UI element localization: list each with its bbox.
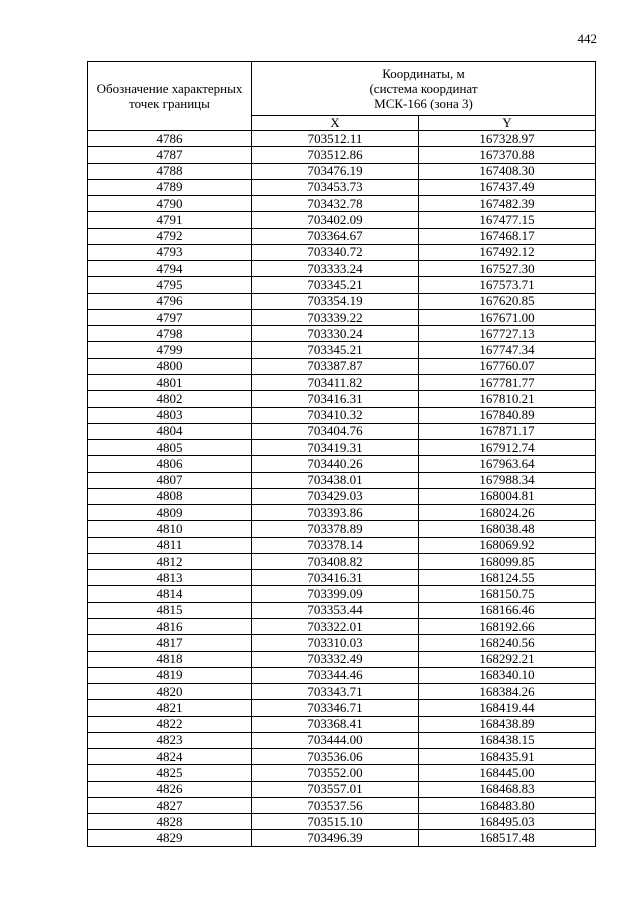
y-coordinate-cell: 167482.39 bbox=[419, 196, 596, 212]
x-coordinate-cell: 703339.22 bbox=[252, 309, 419, 325]
point-id-cell: 4826 bbox=[88, 781, 252, 797]
table-row bbox=[88, 456, 596, 472]
table-row bbox=[88, 261, 596, 277]
table-row bbox=[88, 374, 596, 390]
y-coordinate-cell: 168166.46 bbox=[419, 602, 596, 618]
x-coordinate-cell: 703364.67 bbox=[252, 228, 419, 244]
y-coordinate-cell: 167671.00 bbox=[419, 309, 596, 325]
coordinates-header-line: Координаты, м bbox=[382, 66, 465, 81]
y-coordinate-cell: 168192.66 bbox=[419, 618, 596, 634]
y-coordinate-cell: 168438.15 bbox=[419, 732, 596, 748]
point-id-cell: 4786 bbox=[88, 131, 252, 147]
point-id-cell: 4793 bbox=[88, 244, 252, 260]
x-coordinate-cell: 703340.72 bbox=[252, 244, 419, 260]
y-coordinate-cell: 168495.03 bbox=[419, 814, 596, 830]
x-coordinate-cell: 703345.21 bbox=[252, 277, 419, 293]
table-row bbox=[88, 553, 596, 569]
x-coordinate-cell: 703333.24 bbox=[252, 261, 419, 277]
x-coordinate-cell: 703476.19 bbox=[252, 163, 419, 179]
table-row bbox=[88, 147, 596, 163]
table-row bbox=[88, 277, 596, 293]
y-coordinate-cell: 167810.21 bbox=[419, 391, 596, 407]
y-coordinate-cell: 167370.88 bbox=[419, 147, 596, 163]
table-row bbox=[88, 440, 596, 456]
coordinates-header bbox=[252, 62, 596, 116]
point-id-cell: 4818 bbox=[88, 651, 252, 667]
y-coordinate-cell: 167760.07 bbox=[419, 358, 596, 374]
table-row bbox=[88, 407, 596, 423]
x-coordinate-cell: 703368.41 bbox=[252, 716, 419, 732]
y-coordinate-cell: 167988.34 bbox=[419, 472, 596, 488]
y-coordinate-cell: 168438.89 bbox=[419, 716, 596, 732]
y-coordinate-cell: 168445.00 bbox=[419, 765, 596, 781]
table-row bbox=[88, 472, 596, 488]
x-coordinate-cell: 703343.71 bbox=[252, 684, 419, 700]
point-id-cell: 4804 bbox=[88, 423, 252, 439]
point-id-cell: 4813 bbox=[88, 570, 252, 586]
point-id-cell: 4789 bbox=[88, 179, 252, 195]
y-coordinate-cell: 167492.12 bbox=[419, 244, 596, 260]
y-coordinate-cell: 167468.17 bbox=[419, 228, 596, 244]
table-row bbox=[88, 131, 596, 147]
point-id-cell: 4810 bbox=[88, 521, 252, 537]
y-coordinate-cell: 168069.92 bbox=[419, 537, 596, 553]
point-id-cell: 4829 bbox=[88, 830, 252, 846]
y-coordinate-cell: 168468.83 bbox=[419, 781, 596, 797]
point-id-cell: 4828 bbox=[88, 814, 252, 830]
x-coordinate-cell: 703557.01 bbox=[252, 781, 419, 797]
y-coordinate-cell: 167408.30 bbox=[419, 163, 596, 179]
x-coordinate-cell: 703453.73 bbox=[252, 179, 419, 195]
x-coordinate-cell: 703330.24 bbox=[252, 326, 419, 342]
x-coordinate-cell: 703332.49 bbox=[252, 651, 419, 667]
y-coordinate-cell: 167912.74 bbox=[419, 440, 596, 456]
x-coordinate-cell: 703552.00 bbox=[252, 765, 419, 781]
point-id-cell: 4799 bbox=[88, 342, 252, 358]
point-id-cell: 4819 bbox=[88, 667, 252, 683]
x-coordinate-cell: 703346.71 bbox=[252, 700, 419, 716]
y-coordinate-cell: 167437.49 bbox=[419, 179, 596, 195]
table-row bbox=[88, 505, 596, 521]
table-row bbox=[88, 342, 596, 358]
point-id-cell: 4822 bbox=[88, 716, 252, 732]
y-coordinate-cell: 168517.48 bbox=[419, 830, 596, 846]
x-coordinate-cell: 703496.39 bbox=[252, 830, 419, 846]
table-row bbox=[88, 391, 596, 407]
table-row bbox=[88, 244, 596, 260]
x-coordinate-cell: 703353.44 bbox=[252, 602, 419, 618]
x-coordinate-cell: 703344.46 bbox=[252, 667, 419, 683]
x-coordinate-cell: 703378.14 bbox=[252, 537, 419, 553]
table-row bbox=[88, 602, 596, 618]
table-row bbox=[88, 196, 596, 212]
point-id-cell: 4821 bbox=[88, 700, 252, 716]
point-id-cell: 4796 bbox=[88, 293, 252, 309]
y-coordinate-cell: 168240.56 bbox=[419, 635, 596, 651]
coordinates-table bbox=[87, 61, 596, 847]
y-coordinate-cell: 167477.15 bbox=[419, 212, 596, 228]
table-row bbox=[88, 830, 596, 846]
y-coordinate-cell: 167573.71 bbox=[419, 277, 596, 293]
y-coordinate-cell: 168384.26 bbox=[419, 684, 596, 700]
x-coordinate-cell: 703419.31 bbox=[252, 440, 419, 456]
point-id-cell: 4792 bbox=[88, 228, 252, 244]
x-coordinate-cell: 703444.00 bbox=[252, 732, 419, 748]
x-coordinate-cell: 703536.06 bbox=[252, 749, 419, 765]
y-coordinate-cell: 167747.34 bbox=[419, 342, 596, 358]
table-row bbox=[88, 618, 596, 634]
x-coordinate-cell: 703416.31 bbox=[252, 391, 419, 407]
y-coordinate-cell: 167328.97 bbox=[419, 131, 596, 147]
x-coordinate-cell: 703393.86 bbox=[252, 505, 419, 521]
table-row bbox=[88, 765, 596, 781]
table-row bbox=[88, 309, 596, 325]
x-coordinate-cell: 703399.09 bbox=[252, 586, 419, 602]
y-coordinate-cell: 168419.44 bbox=[419, 700, 596, 716]
y-coordinate-cell: 167527.30 bbox=[419, 261, 596, 277]
y-coordinate-cell: 168099.85 bbox=[419, 553, 596, 569]
point-id-cell: 4801 bbox=[88, 374, 252, 390]
table-row bbox=[88, 537, 596, 553]
y-coordinate-cell: 167871.17 bbox=[419, 423, 596, 439]
table-row bbox=[88, 570, 596, 586]
table-row bbox=[88, 179, 596, 195]
table-row bbox=[88, 716, 596, 732]
y-coordinate-cell: 167727.13 bbox=[419, 326, 596, 342]
point-id-cell: 4824 bbox=[88, 749, 252, 765]
y-column-header: Y bbox=[419, 116, 596, 131]
point-id-cell: 4809 bbox=[88, 505, 252, 521]
table-row bbox=[88, 586, 596, 602]
y-coordinate-cell: 168124.55 bbox=[419, 570, 596, 586]
point-id-cell: 4791 bbox=[88, 212, 252, 228]
y-coordinate-cell: 167840.89 bbox=[419, 407, 596, 423]
table-row bbox=[88, 326, 596, 342]
table-row bbox=[88, 358, 596, 374]
coordinates-header-line: (система координат bbox=[369, 81, 478, 96]
x-coordinate-cell: 703402.09 bbox=[252, 212, 419, 228]
y-coordinate-cell: 168150.75 bbox=[419, 586, 596, 602]
point-id-cell: 4790 bbox=[88, 196, 252, 212]
page-number: 442 bbox=[577, 31, 597, 46]
point-id-cell: 4811 bbox=[88, 537, 252, 553]
table-row bbox=[88, 651, 596, 667]
y-coordinate-cell: 168292.21 bbox=[419, 651, 596, 667]
x-coordinate-cell: 703411.82 bbox=[252, 374, 419, 390]
point-id-cell: 4814 bbox=[88, 586, 252, 602]
table-row bbox=[88, 212, 596, 228]
table-row bbox=[88, 488, 596, 504]
point-id-cell: 4815 bbox=[88, 602, 252, 618]
point-id-cell: 4816 bbox=[88, 618, 252, 634]
table-row bbox=[88, 635, 596, 651]
point-id-cell: 4805 bbox=[88, 440, 252, 456]
point-id-cell: 4794 bbox=[88, 261, 252, 277]
point-id-cell: 4806 bbox=[88, 456, 252, 472]
x-coordinate-cell: 703416.31 bbox=[252, 570, 419, 586]
x-coordinate-cell: 703512.11 bbox=[252, 131, 419, 147]
y-coordinate-cell: 168435.91 bbox=[419, 749, 596, 765]
table-row bbox=[88, 228, 596, 244]
x-column-header: X bbox=[252, 116, 419, 131]
y-coordinate-cell: 168483.80 bbox=[419, 797, 596, 813]
x-coordinate-cell: 703410.32 bbox=[252, 407, 419, 423]
y-coordinate-cell: 168340.10 bbox=[419, 667, 596, 683]
x-coordinate-cell: 703387.87 bbox=[252, 358, 419, 374]
table-body bbox=[88, 131, 596, 847]
y-coordinate-cell: 168004.81 bbox=[419, 488, 596, 504]
x-coordinate-cell: 703408.82 bbox=[252, 553, 419, 569]
y-coordinate-cell: 167963.64 bbox=[419, 456, 596, 472]
point-id-cell: 4795 bbox=[88, 277, 252, 293]
point-id-cell: 4800 bbox=[88, 358, 252, 374]
point-id-cell: 4812 bbox=[88, 553, 252, 569]
x-coordinate-cell: 703440.26 bbox=[252, 456, 419, 472]
y-coordinate-cell: 168038.48 bbox=[419, 521, 596, 537]
table-row bbox=[88, 732, 596, 748]
coordinates-header-line: МСК-166 (зона 3) bbox=[374, 96, 473, 111]
x-coordinate-cell: 703378.89 bbox=[252, 521, 419, 537]
point-id-cell: 4817 bbox=[88, 635, 252, 651]
table-row bbox=[88, 700, 596, 716]
point-id-cell: 4827 bbox=[88, 797, 252, 813]
table-row bbox=[88, 521, 596, 537]
point-id-cell: 4825 bbox=[88, 765, 252, 781]
point-id-cell: 4798 bbox=[88, 326, 252, 342]
point-id-cell: 4787 bbox=[88, 147, 252, 163]
y-coordinate-cell: 167620.85 bbox=[419, 293, 596, 309]
x-coordinate-cell: 703432.78 bbox=[252, 196, 419, 212]
x-coordinate-cell: 703310.03 bbox=[252, 635, 419, 651]
point-id-cell: 4820 bbox=[88, 684, 252, 700]
x-coordinate-cell: 703515.10 bbox=[252, 814, 419, 830]
x-coordinate-cell: 703354.19 bbox=[252, 293, 419, 309]
point-id-cell: 4823 bbox=[88, 732, 252, 748]
x-coordinate-cell: 703512.86 bbox=[252, 147, 419, 163]
table-row bbox=[88, 684, 596, 700]
point-id-cell: 4803 bbox=[88, 407, 252, 423]
x-coordinate-cell: 703429.03 bbox=[252, 488, 419, 504]
point-id-cell: 4788 bbox=[88, 163, 252, 179]
table-row bbox=[88, 814, 596, 830]
x-coordinate-cell: 703438.01 bbox=[252, 472, 419, 488]
table-row bbox=[88, 423, 596, 439]
x-coordinate-cell: 703345.21 bbox=[252, 342, 419, 358]
y-coordinate-cell: 167781.77 bbox=[419, 374, 596, 390]
x-coordinate-cell: 703322.01 bbox=[252, 618, 419, 634]
table-row bbox=[88, 667, 596, 683]
point-id-cell: 4808 bbox=[88, 488, 252, 504]
table-row bbox=[88, 797, 596, 813]
x-coordinate-cell: 703537.56 bbox=[252, 797, 419, 813]
point-id-cell: 4802 bbox=[88, 391, 252, 407]
y-coordinate-cell: 168024.26 bbox=[419, 505, 596, 521]
table-row bbox=[88, 749, 596, 765]
point-id-cell: 4797 bbox=[88, 309, 252, 325]
x-coordinate-cell: 703404.76 bbox=[252, 423, 419, 439]
table-row bbox=[88, 163, 596, 179]
table-row bbox=[88, 293, 596, 309]
point-id-cell: 4807 bbox=[88, 472, 252, 488]
point-designation-header: Обозначение характерных точек границы bbox=[88, 62, 252, 131]
table-row bbox=[88, 781, 596, 797]
